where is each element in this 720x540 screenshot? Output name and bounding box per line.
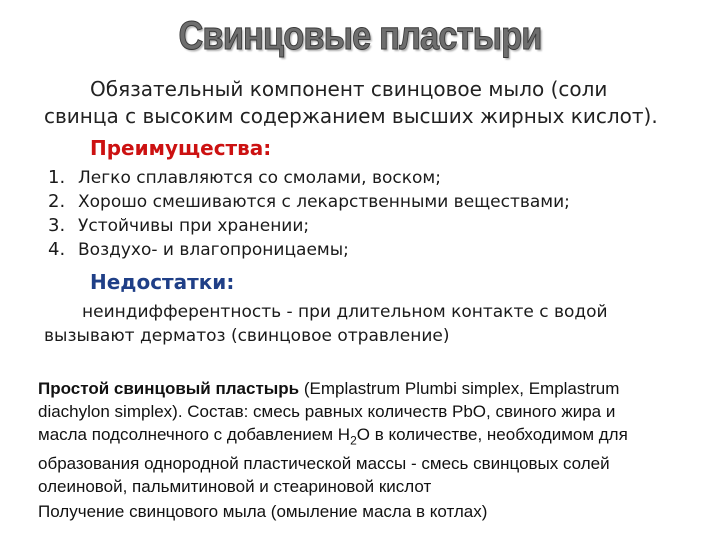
list-item-number: 4. — [48, 239, 66, 260]
simple-plaster-line-4: образования однородной пластической массы - смесь свинцовых солей — [38, 454, 610, 474]
list-item-number: 2. — [48, 191, 66, 212]
simple-plaster-line-5: олеиновой, пальмитиновой и стеариновой кислот — [38, 477, 432, 497]
drawbacks-heading: Недостатки: — [90, 270, 235, 294]
page-title: Свинцовые пластыри — [178, 14, 542, 58]
simple-plaster-line-3-start: масла подсолнечного с добавлением H — [38, 425, 351, 444]
list-item-number: 1. — [48, 167, 66, 188]
drawbacks-line-2: вызывают дерматоз (свинцовое отравление) — [44, 326, 450, 346]
list-item-text: Хорошо смешиваются с лекарственными веществами; — [78, 192, 570, 212]
list-item — [48, 166, 570, 190]
intro-line-2: свинца с высоким содержанием высших жирных кислот). — [44, 104, 658, 128]
advantages-heading: Преимущества: — [90, 136, 272, 160]
list-item-text: Легко сплавляются со смолами, воском; — [78, 168, 441, 188]
list-item — [48, 214, 570, 238]
list-item-text: Воздухо- и влагопроницаемы; — [78, 240, 349, 260]
intro-paragraph — [44, 76, 704, 130]
list-item — [48, 190, 570, 214]
list-item-number: 3. — [48, 215, 66, 236]
advantages-list — [48, 166, 570, 262]
intro-line-1: Обязательный компонент свинцовое мыло (соли — [90, 77, 608, 101]
list-item — [48, 238, 570, 262]
simple-plaster-line-2: diachylon simplex). Состав: смесь равных количеств PbO, свиного жира и — [38, 402, 616, 421]
simple-plaster-description — [38, 377, 698, 498]
simple-plaster-latin: (Emplastrum Plumbi simplex, Emplastrum — [299, 379, 620, 398]
simple-plaster-line-3 — [38, 423, 698, 452]
simple-plaster-line-1 — [38, 377, 698, 400]
water-subscript: 2 — [350, 433, 357, 448]
simple-plaster-line-3-end: O в количестве, необходимом для — [356, 425, 628, 444]
drawbacks-paragraph — [44, 300, 664, 348]
simple-plaster-term: Простой свинцовый пластырь — [38, 379, 300, 398]
footer-caption: Получение свинцового мыла (омыление масла в котлах) — [38, 502, 488, 521]
drawbacks-line-1: неиндифферентность - при длительном контакте с водой — [82, 302, 608, 322]
list-item-text: Устойчивы при хранении; — [78, 216, 310, 236]
